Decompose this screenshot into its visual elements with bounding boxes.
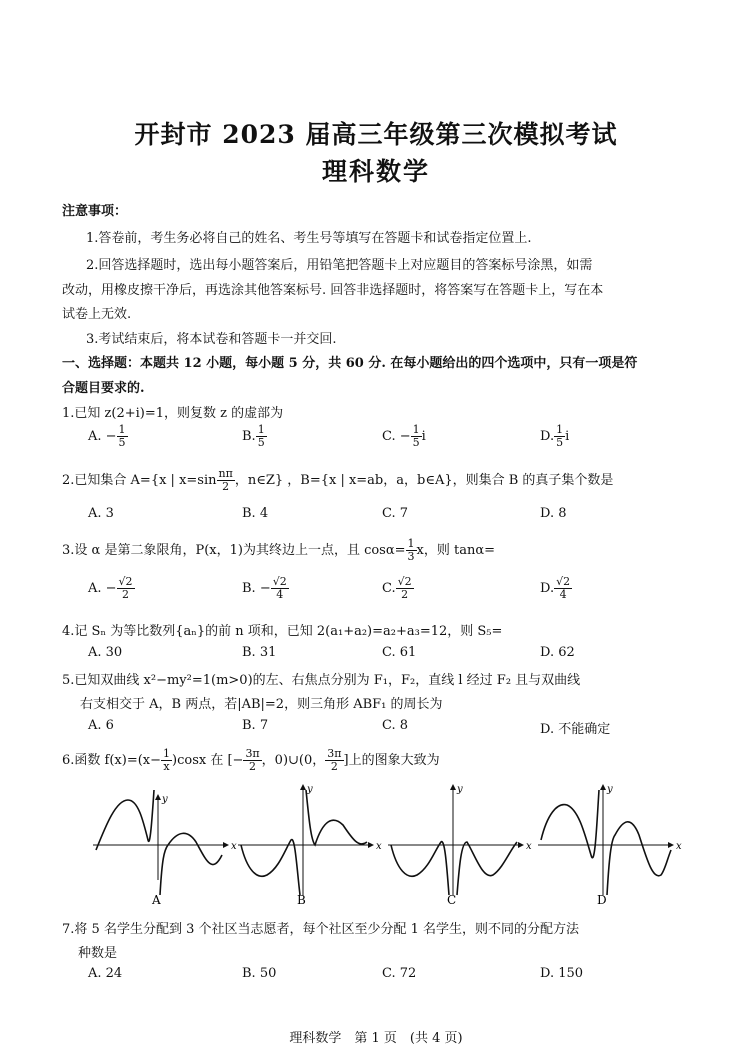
curve-left [541, 790, 599, 858]
question-6-graphs [88, 780, 688, 910]
denominator: 5 [556, 436, 564, 449]
option-prefix: D. [540, 581, 555, 596]
graph-label-d: D [597, 893, 607, 907]
question-5-option-a: A. 6 [88, 718, 114, 733]
question-1-option-d [540, 424, 569, 449]
option-prefix: A. − [88, 581, 117, 596]
stem-part: ]上的图象大致为 [343, 753, 440, 768]
x-axis-label: x [676, 841, 682, 852]
question-4-stem: 4.记 Sₙ 为等比数列{aₙ}的前 n 项和，已知 2(a₁+a₂)=a₂+a₃=12，则 S₅= [62, 624, 503, 639]
option-suffix: i [565, 429, 570, 444]
question-7-stem-line-2: 种数是 [78, 946, 118, 961]
option-prefix: C. − [382, 429, 411, 444]
x-axis-label: x [526, 841, 532, 852]
numerator: 3π [327, 747, 342, 760]
graph-b [238, 784, 382, 907]
exam-subject: 理科数学 [321, 157, 430, 186]
notice-item-3: 3.考试结束后，将本试卷和答题卡一并交回. [86, 332, 337, 347]
curve-right [306, 790, 367, 845]
notice-item-2-line-1: 2.回答选择题时，选出每小题答案后，用铅笔把答题卡上对应题目的答案标号涂黑，如需 [86, 258, 593, 273]
fraction [243, 748, 261, 773]
stem-part: 2.已知集合 A={x | x=sin [62, 473, 217, 488]
numerator: 1 [118, 423, 126, 436]
curve-left [391, 842, 449, 895]
y-axis-label: y [457, 784, 463, 795]
numerator: nπ [218, 467, 233, 480]
question-5-option-c: C. 8 [382, 718, 409, 733]
question-3-stem [62, 538, 495, 563]
numerator: 1 [163, 747, 171, 760]
numerator: 1 [412, 423, 420, 436]
denominator: 4 [276, 588, 284, 601]
exam-title: 开封市 2023 届高三年级第三次模拟考试 [134, 120, 618, 149]
notice-heading: 注意事项： [62, 204, 128, 219]
y-axis-label: y [307, 784, 313, 795]
fraction [117, 424, 128, 449]
option-suffix: i [421, 429, 426, 444]
notice-item-1: 1.答卷前，考生务必将自己的姓名、考生号等填写在答题卡和试卷指定位置上. [86, 231, 532, 246]
curve-left [96, 790, 154, 850]
question-6-stem [62, 748, 440, 773]
denominator: 3 [407, 550, 415, 563]
question-7-stem-line-1: 7.将 5 名学生分配到 3 个社区当志愿者，每个社区至少分配 1 名学生，则不同的分配方法 [62, 922, 580, 937]
question-3-option-c [382, 576, 414, 601]
question-5-option-d: D. 不能确定 [540, 722, 611, 737]
y-axis-label: y [607, 784, 613, 795]
question-5-stem-line-2: 右支相交于 A，B 两点，若|AB|=2，则三角形 ABF₁ 的周长为 [80, 697, 443, 712]
section-heading-line-1: 一、选择题：本题共 12 小题，每小题 5 分，共 60 分. 在每小题给出的四个选项中，只有一项是符 [62, 356, 638, 371]
denominator: 2 [122, 588, 130, 601]
graph-label-c: C [447, 893, 457, 907]
curve-right [457, 842, 517, 895]
x-axis-label: x [376, 841, 382, 852]
denominator: x [163, 760, 170, 773]
denominator: 5 [118, 436, 126, 449]
numerator: 1 [257, 423, 265, 436]
notice-item-2-line-3: 试卷上无效. [62, 307, 132, 322]
denominator: 4 [559, 588, 567, 601]
fraction [271, 576, 289, 601]
denominator: 2 [222, 480, 230, 493]
numerator: 1 [407, 537, 415, 550]
graph-label-b: B [297, 893, 306, 907]
page-footer: 理科数学 第 1 页 (共 4 页) [289, 1031, 463, 1046]
stem-part: ，n∈Z} ，B={x | x=ab，a，b∈A}，则集合 B 的真子集个数是 [234, 473, 614, 488]
numerator: 1 [556, 423, 564, 436]
fraction [554, 424, 565, 449]
question-1-option-a [88, 424, 128, 449]
fraction [256, 424, 267, 449]
notice-item-2-line-2: 改动，用橡皮擦干净后，再选涂其他答案标号. 回答非选择题时，将答案写在答题卡上，写在本 [62, 283, 604, 298]
question-7-option-c: C. 72 [382, 966, 417, 981]
fraction [411, 424, 422, 449]
fraction [217, 468, 235, 493]
graph-a [93, 790, 237, 907]
question-2-option-b: B. 4 [242, 506, 269, 521]
stem-part: x，则 tanα= [416, 543, 496, 558]
question-7-option-a: A. 24 [88, 966, 123, 981]
fraction [406, 538, 417, 563]
question-2-stem [62, 468, 613, 493]
question-7-option-b: B. 50 [242, 966, 277, 981]
question-4-option-a: A. 30 [88, 645, 123, 660]
question-2-option-d: D. 8 [540, 506, 567, 521]
option-prefix: A. − [88, 429, 117, 444]
curve-left [241, 840, 300, 895]
fraction [117, 576, 135, 601]
numerator: √2 [118, 575, 133, 588]
question-3-option-a [88, 576, 135, 601]
x-axis-label: x [231, 841, 237, 852]
option-prefix: C. [382, 581, 396, 596]
fraction [396, 576, 414, 601]
option-prefix: B. − [242, 581, 271, 596]
fraction [161, 748, 172, 773]
curve-right [607, 822, 671, 895]
question-2-option-c: C. 7 [382, 506, 409, 521]
fraction [554, 576, 572, 601]
option-prefix: B. [242, 429, 256, 444]
graph-d [538, 784, 682, 907]
stem-part: )cosx 在 [− [172, 753, 244, 768]
question-2-option-a: A. 3 [88, 506, 114, 521]
denominator: 2 [401, 588, 409, 601]
denominator: 2 [330, 760, 338, 773]
graph-c [388, 784, 532, 907]
denominator: 5 [412, 436, 420, 449]
stem-part: ，0)∪(0， [261, 753, 326, 768]
numerator: 3π [245, 747, 260, 760]
question-7-option-d: D. 150 [540, 966, 584, 981]
denominator: 2 [249, 760, 257, 773]
curve-right [160, 833, 222, 895]
stem-part: 6.函数 f(x)=(x− [62, 753, 162, 768]
fraction [325, 748, 343, 773]
question-3-option-b [242, 576, 289, 601]
y-axis-label: y [162, 794, 168, 805]
question-4-option-c: C. 61 [382, 645, 417, 660]
graph-label-a: A [152, 893, 161, 907]
stem-part: 3.设 α 是第二象限角，P(x，1)为其终边上一点，且 cosα= [62, 543, 406, 558]
numerator: √2 [397, 575, 412, 588]
denominator: 5 [257, 436, 265, 449]
question-5-option-b: B. 7 [242, 718, 269, 733]
numerator: √2 [272, 575, 287, 588]
question-1-option-b [242, 424, 267, 449]
question-1-option-c [382, 424, 426, 449]
question-5-stem-line-1: 5.已知双曲线 x²−my²=1(m>0)的左、右焦点分别为 F₁，F₂，直线 l 经过 F₂ 且与双曲线 [62, 673, 581, 688]
question-4-option-b: B. 31 [242, 645, 277, 660]
option-prefix: D. [540, 429, 555, 444]
question-4-option-d: D. 62 [540, 645, 575, 660]
numerator: √2 [556, 575, 571, 588]
question-3-option-d [540, 576, 572, 601]
section-heading-line-2: 合题目要求的. [62, 381, 145, 396]
question-1-stem: 1.已知 z(2+i)=1，则复数 z 的虚部为 [62, 406, 284, 421]
